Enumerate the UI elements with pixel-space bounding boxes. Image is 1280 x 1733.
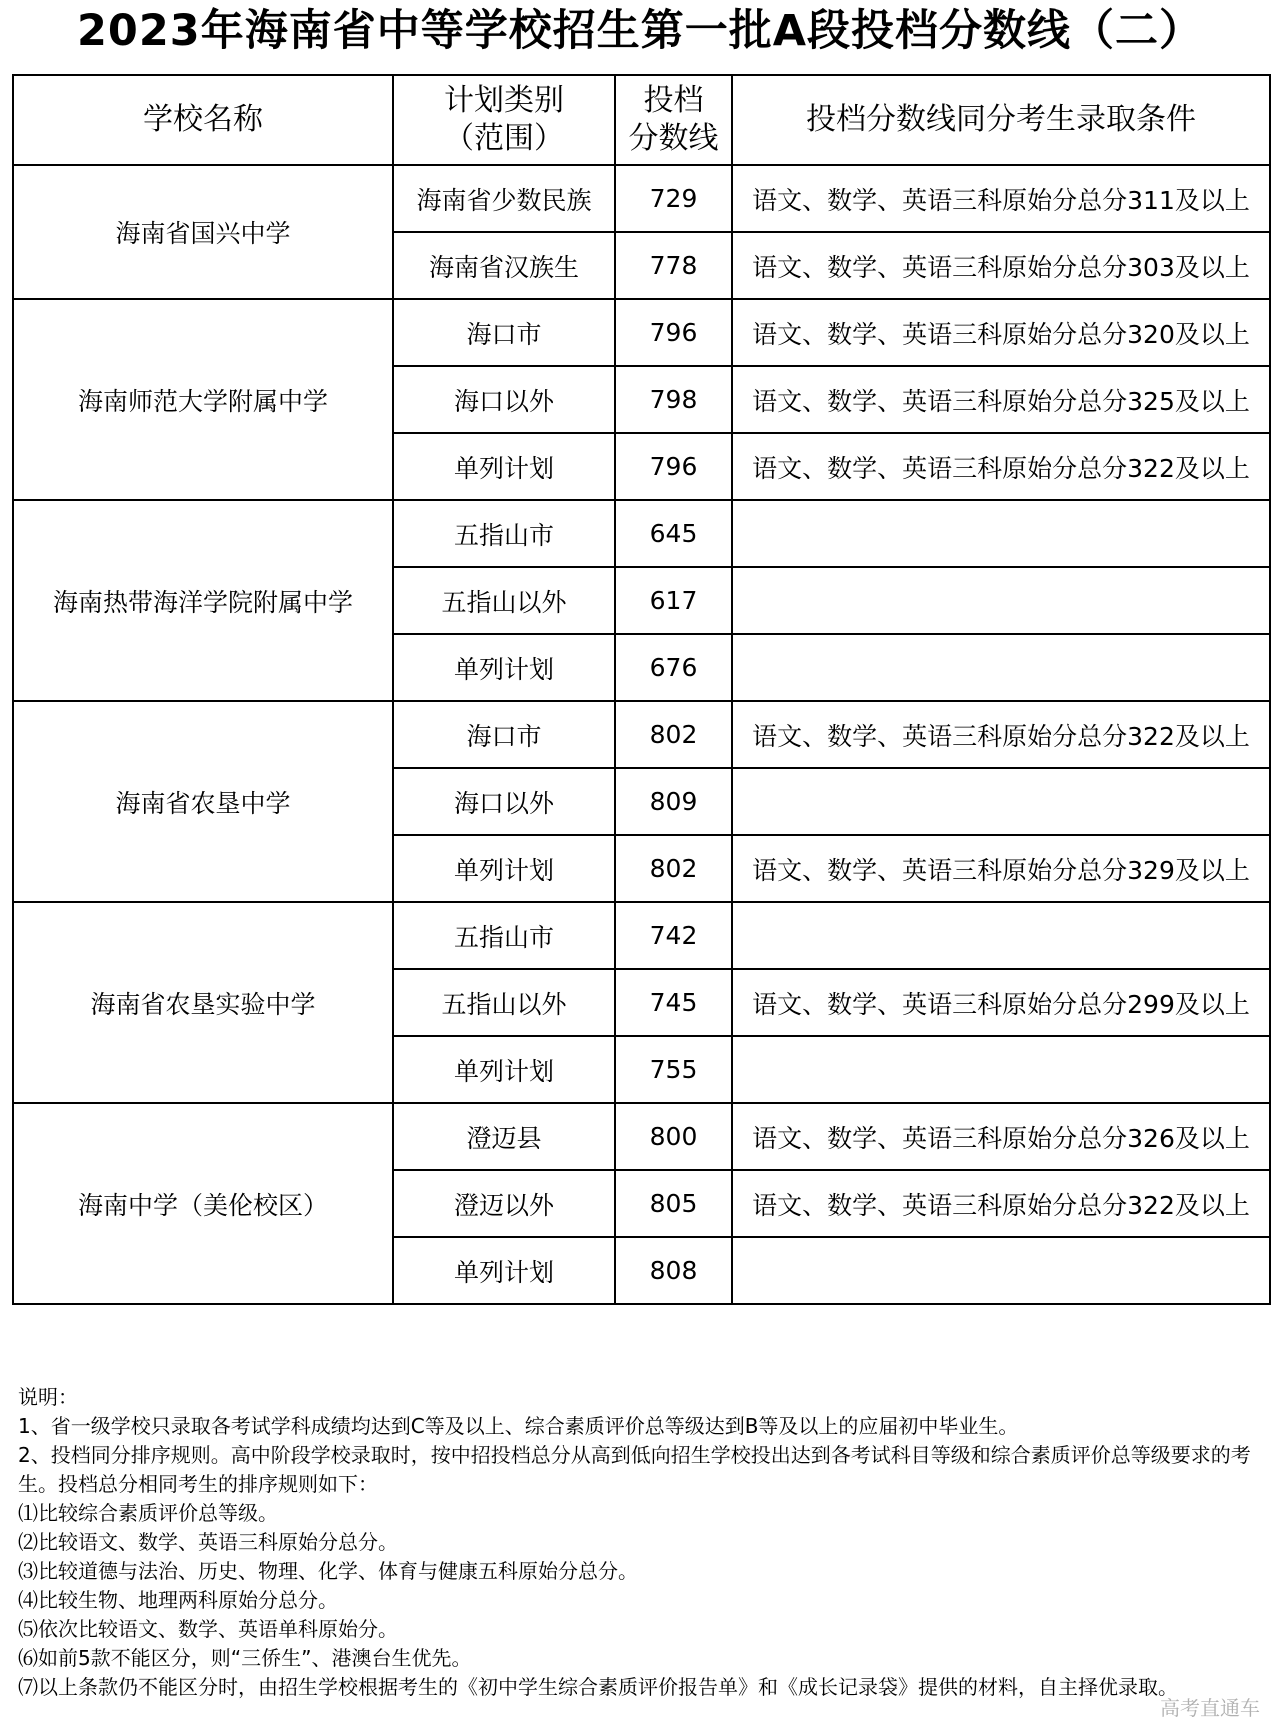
plan-cell: 海口以外: [393, 768, 615, 835]
school-name-cell: 海南热带海洋学院附属中学: [13, 500, 393, 701]
plan-cell: 单列计划: [393, 1036, 615, 1103]
score-cell: 798: [615, 366, 732, 433]
page-title: 2023年海南省中等学校招生第一批A段投档分数线（二）: [77, 6, 1203, 56]
header-school: [13, 75, 393, 165]
table-body: [13, 165, 1270, 1304]
header-condition-label: 投档分数线同分考生录取条件: [806, 102, 1196, 137]
notes-section: [18, 1383, 1263, 1702]
condition-cell: 语文、数学、英语三科原始分总分322及以上: [732, 433, 1270, 500]
score-cell: 745: [615, 969, 732, 1036]
score-cell: 805: [615, 1170, 732, 1237]
plan-cell: 单列计划: [393, 1237, 615, 1304]
condition-cell: [732, 634, 1270, 701]
table-row: [13, 902, 1270, 969]
note-line: 2、投档同分排序规则。高中阶段学校录取时，按中招投档总分从高到低向招生学校投出达到各考试科目等级和综合素质评价总等级要求的考生。投档总分相同考生的排序规则如下：: [18, 1443, 1251, 1496]
plan-cell: 五指山以外: [393, 567, 615, 634]
condition-cell: 语文、数学、英语三科原始分总分325及以上: [732, 366, 1270, 433]
plan-cell: 海口市: [393, 701, 615, 768]
header-plan-line2: （范围）: [444, 121, 564, 156]
score-table: [12, 74, 1271, 1305]
condition-cell: 语文、数学、英语三科原始分总分303及以上: [732, 232, 1270, 299]
school-name-cell: 海南中学（美伦校区）: [13, 1103, 393, 1304]
header-score-line1: 投档: [643, 83, 704, 118]
condition-cell: 语文、数学、英语三科原始分总分329及以上: [732, 835, 1270, 902]
score-cell: 742: [615, 902, 732, 969]
school-name-cell: 海南省国兴中学: [13, 165, 393, 299]
table-header-row: [13, 75, 1270, 165]
plan-cell: 五指山以外: [393, 969, 615, 1036]
table-row: [13, 701, 1270, 768]
score-cell: 778: [615, 232, 732, 299]
note-line: ⑶比较道德与法治、历史、物理、化学、体育与健康五科原始分总分。: [18, 1559, 638, 1583]
header-plan: [393, 75, 615, 165]
header-plan-line1: 计划类别: [444, 83, 564, 118]
score-cell: 796: [615, 433, 732, 500]
score-cell: 755: [615, 1036, 732, 1103]
header-score-line2: 分数线: [628, 121, 719, 156]
note-line: ⑺以上条款仍不能区分时，由招生学校根据考生的《初中学生综合素质评价报告单》和《成长记录袋》提供的材料，自主择优录取。: [18, 1675, 1178, 1699]
score-cell: 808: [615, 1237, 732, 1304]
school-name-cell: 海南省农垦中学: [13, 701, 393, 902]
table-row: [13, 1103, 1270, 1170]
table-row: [13, 299, 1270, 366]
score-cell: 800: [615, 1103, 732, 1170]
condition-cell: 语文、数学、英语三科原始分总分311及以上: [732, 165, 1270, 232]
plan-cell: 海南省少数民族: [393, 165, 615, 232]
plan-cell: 澄迈以外: [393, 1170, 615, 1237]
condition-cell: 语文、数学、英语三科原始分总分326及以上: [732, 1103, 1270, 1170]
score-cell: 676: [615, 634, 732, 701]
condition-cell: [732, 1237, 1270, 1304]
note-line: ⑹如前5款不能区分，则“三侨生”、港澳台生优先。: [18, 1646, 472, 1670]
plan-cell: 澄迈县: [393, 1103, 615, 1170]
table-row: [13, 500, 1270, 567]
header-condition: [732, 75, 1270, 165]
score-cell: 617: [615, 567, 732, 634]
table-row: [13, 165, 1270, 232]
plan-cell: 单列计划: [393, 433, 615, 500]
note-line: ⑷比较生物、地理两科原始分总分。: [18, 1588, 338, 1612]
score-cell: 802: [615, 835, 732, 902]
score-cell: 645: [615, 500, 732, 567]
condition-cell: 语文、数学、英语三科原始分总分299及以上: [732, 969, 1270, 1036]
score-cell: 729: [615, 165, 732, 232]
school-name-cell: 海南省农垦实验中学: [13, 902, 393, 1103]
plan-cell: 五指山市: [393, 500, 615, 567]
condition-cell: [732, 500, 1270, 567]
note-line: ⑴比较综合素质评价总等级。: [18, 1501, 278, 1525]
plan-cell: 五指山市: [393, 902, 615, 969]
note-line: 1、省一级学校只录取各考试学科成绩均达到C等及以上、综合素质评价总等级达到B等及以上的应届初中毕业生。: [18, 1414, 1019, 1438]
plan-cell: 单列计划: [393, 634, 615, 701]
notes-heading: 说明：: [18, 1385, 78, 1409]
condition-cell: [732, 902, 1270, 969]
condition-cell: [732, 567, 1270, 634]
condition-cell: 语文、数学、英语三科原始分总分322及以上: [732, 701, 1270, 768]
note-line: ⑸依次比较语文、数学、英语单科原始分。: [18, 1617, 398, 1641]
plan-cell: 海口市: [393, 299, 615, 366]
condition-cell: [732, 1036, 1270, 1103]
school-name-cell: 海南师范大学附属中学: [13, 299, 393, 500]
condition-cell: 语文、数学、英语三科原始分总分320及以上: [732, 299, 1270, 366]
score-cell: 809: [615, 768, 732, 835]
header-school-label: 学校名称: [143, 102, 263, 137]
score-cell: 796: [615, 299, 732, 366]
plan-cell: 海口以外: [393, 366, 615, 433]
note-line: ⑵比较语文、数学、英语三科原始分总分。: [18, 1530, 398, 1554]
condition-cell: [732, 768, 1270, 835]
header-score: [615, 75, 732, 165]
condition-cell: 语文、数学、英语三科原始分总分322及以上: [732, 1170, 1270, 1237]
plan-cell: 单列计划: [393, 835, 615, 902]
score-cell: 802: [615, 701, 732, 768]
plan-cell: 海南省汉族生: [393, 232, 615, 299]
watermark: 高考直通车: [1160, 1696, 1260, 1720]
